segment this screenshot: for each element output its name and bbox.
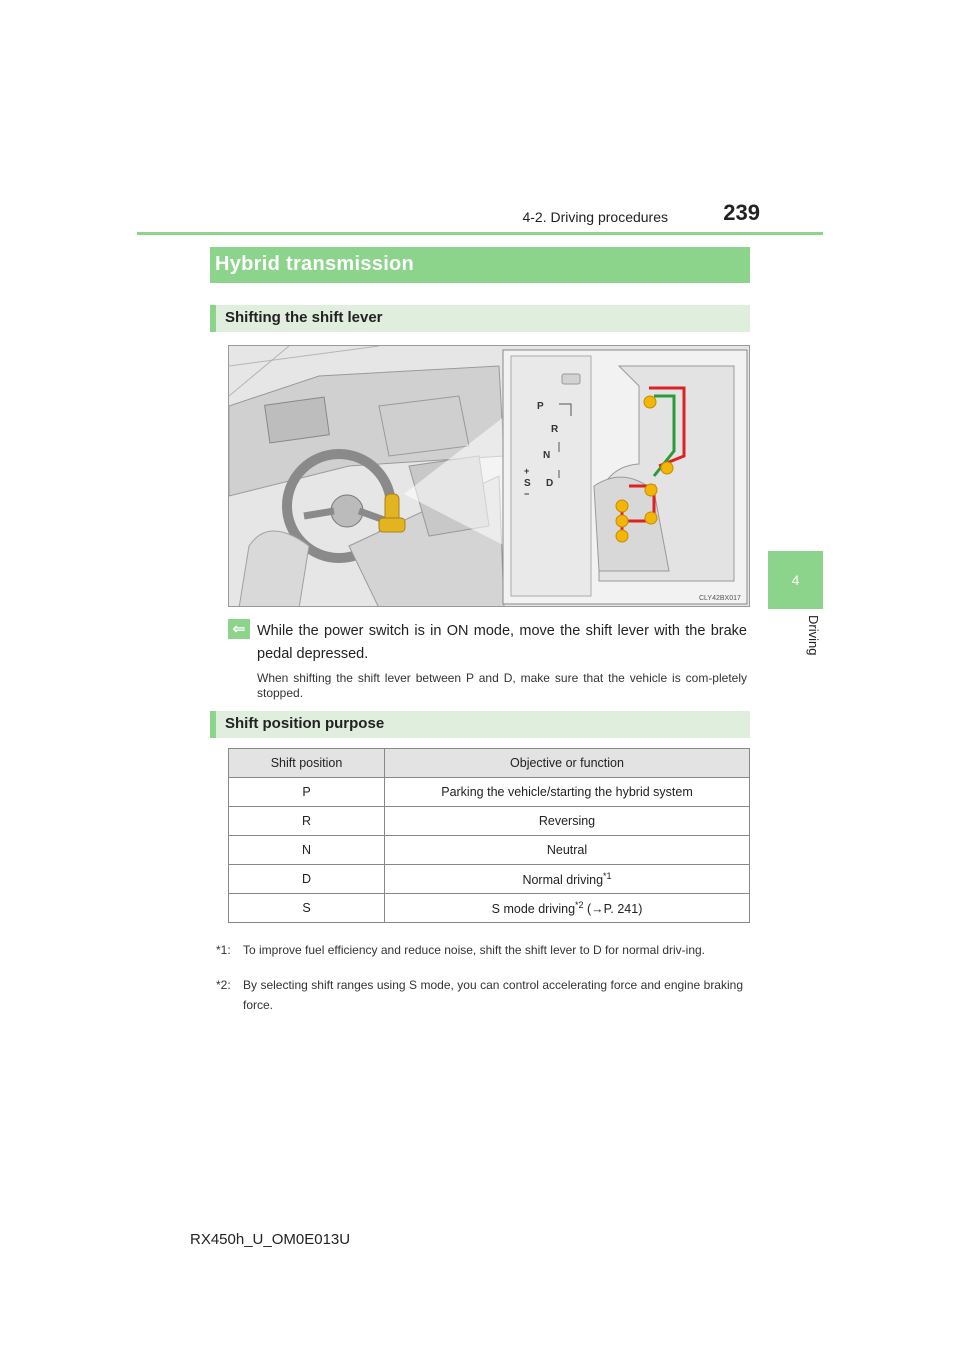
gate-label-plus: + (524, 466, 530, 476)
function-cell (385, 836, 750, 865)
arrow-icon: ⇐ (228, 619, 250, 639)
cockpit-drawing (229, 346, 750, 607)
gate-label-d: D (546, 478, 554, 489)
column-header-position: Shift position (229, 749, 385, 778)
table-header-row (229, 749, 750, 778)
caution-note: When shifting the shift lever between P and D, make sure that the vehicle is com-pletely stopped. (257, 671, 747, 700)
table-row (229, 836, 750, 865)
function-text: Reversing (538, 814, 596, 828)
chapter-number: 4 (791, 572, 800, 588)
figure-code: CLY42BX017 (699, 595, 741, 602)
gate-label-s: S (524, 478, 531, 489)
table-row (229, 778, 750, 807)
column-header-function: Objective or function (385, 749, 750, 778)
function-text: Normal driving (522, 873, 604, 888)
shift-position-cell: S (229, 894, 385, 923)
function-cell (385, 894, 750, 923)
gate-label-r: R (551, 424, 559, 435)
subsection-title-shifting: Shifting the shift lever (225, 309, 383, 326)
footnote-mark: *1: (216, 943, 231, 957)
function-text: Parking the vehicle/starting the hybrid system (441, 785, 693, 799)
shift-position-cell: D (229, 865, 385, 894)
shift-position-cell: P (229, 778, 385, 807)
footnote-ref: *1 (603, 870, 612, 881)
function-cell (385, 778, 750, 807)
function-text: Neutral (546, 843, 588, 857)
chapter-label: Driving (806, 615, 821, 656)
section-title: Hybrid transmission (215, 253, 415, 275)
document-code-footer: RX450h_U_OM0E013U (190, 1231, 351, 1248)
instruction-text: While the power switch is in ON mode, move the shift lever with the brake pedal depressed. (257, 623, 747, 662)
page-number: 239 (723, 200, 760, 225)
shift-position-cell: N (229, 836, 385, 865)
function-cell (385, 807, 750, 836)
gate-label-p: P (537, 401, 544, 412)
shift-position-cell: R (229, 807, 385, 836)
table-row (229, 865, 750, 894)
shift-position-table (228, 748, 750, 923)
shift-lever-illustration (228, 345, 750, 607)
page-reference-link[interactable]: (→P. 241) (583, 902, 643, 917)
function-cell (385, 865, 750, 894)
gate-label-n: N (543, 450, 551, 461)
subsection-title-purpose: Shift position purpose (225, 715, 385, 732)
header-rule (137, 232, 823, 235)
footnote-1 (216, 940, 748, 960)
footnote-text: To improve fuel efficiency and reduce noise, shift the shift lever to D for normal driv-ing. (243, 943, 705, 957)
footnote-2 (216, 975, 748, 1015)
function-text: S mode driving (491, 902, 576, 917)
table-row (229, 807, 750, 836)
table-row (229, 894, 750, 923)
footnote-text: By selecting shift ranges using S mode, you can control accelerating force and engine braking force. (243, 978, 743, 1012)
gate-label-minus: − (524, 489, 530, 499)
footnote-ref: *2 (575, 899, 584, 910)
footnote-mark: *2: (216, 978, 231, 992)
chapter-tab (768, 551, 823, 609)
running-header-section: 4-2. Driving procedures (522, 209, 668, 225)
